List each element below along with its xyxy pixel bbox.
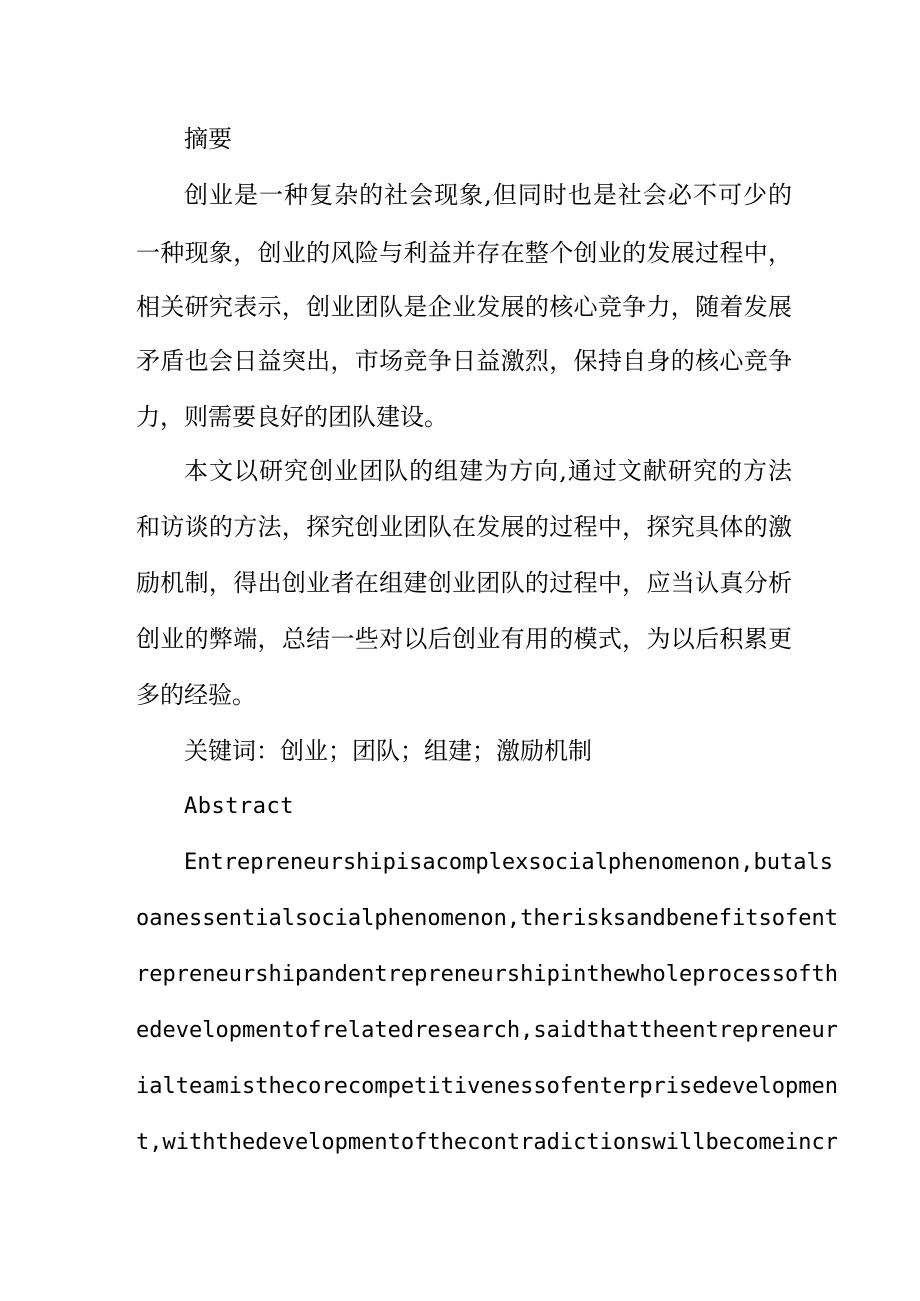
en-abstract-line1: Entrepreneurshipisacomplexsocialphenomenon,butals [184, 850, 834, 875]
en-abstract-line5: ialteamisthecorecompetitivenessofenterprisedevelopmen [136, 1074, 838, 1099]
cn-paragraph1-line5: 力，则需要良好的团队建设。 [136, 403, 448, 431]
cn-paragraph2-line4: 创业的弊端，总结一些对以后创业有用的模式，为以后积累更 [136, 625, 792, 653]
cn-paragraph1-line2: 一种现象，创业的风险与利益并存在整个创业的发展过程中， [136, 239, 792, 267]
en-abstract-heading: Abstract [184, 794, 294, 819]
cn-paragraph2-line3: 励机制，得出创业者在组建创业团队的过程中，应当认真分析 [136, 569, 792, 597]
en-abstract-line3: repreneurshipandentrepreneurshipinthewholeprocessofth [136, 962, 838, 987]
cn-paragraph1-line1: 创业是一种复杂的社会现象,但同时也是社会必不可少的 [184, 181, 792, 209]
cn-paragraph1-line3: 相关研究表示，创业团队是企业发展的核心竞争力，随着发展 [136, 293, 792, 321]
en-abstract-line2: oanessentialsocialphenomenon,therisksandbenefitsofent [136, 906, 838, 931]
cn-paragraph2-line5: 多的经验。 [136, 681, 256, 709]
cn-keywords: 关键词：创业；团队；组建；激励机制 [184, 737, 592, 765]
en-abstract-line6: t,withthedevelopmentofthecontradictionswillbecomeincr [136, 1130, 838, 1155]
cn-paragraph2-line1: 本文以研究创业团队的组建为方向,通过文献研究的方法 [184, 457, 792, 485]
cn-abstract-heading: 摘要 [184, 125, 232, 153]
cn-paragraph2-line2: 和访谈的方法，探究创业团队在发展的过程中，探究具体的激 [136, 513, 792, 541]
cn-paragraph1-line4: 矛盾也会日益突出，市场竞争日益激烈，保持自身的核心竞争 [136, 347, 792, 375]
en-abstract-line4: edevelopmentofrelatedresearch,saidthattheentrepreneur [136, 1018, 838, 1043]
